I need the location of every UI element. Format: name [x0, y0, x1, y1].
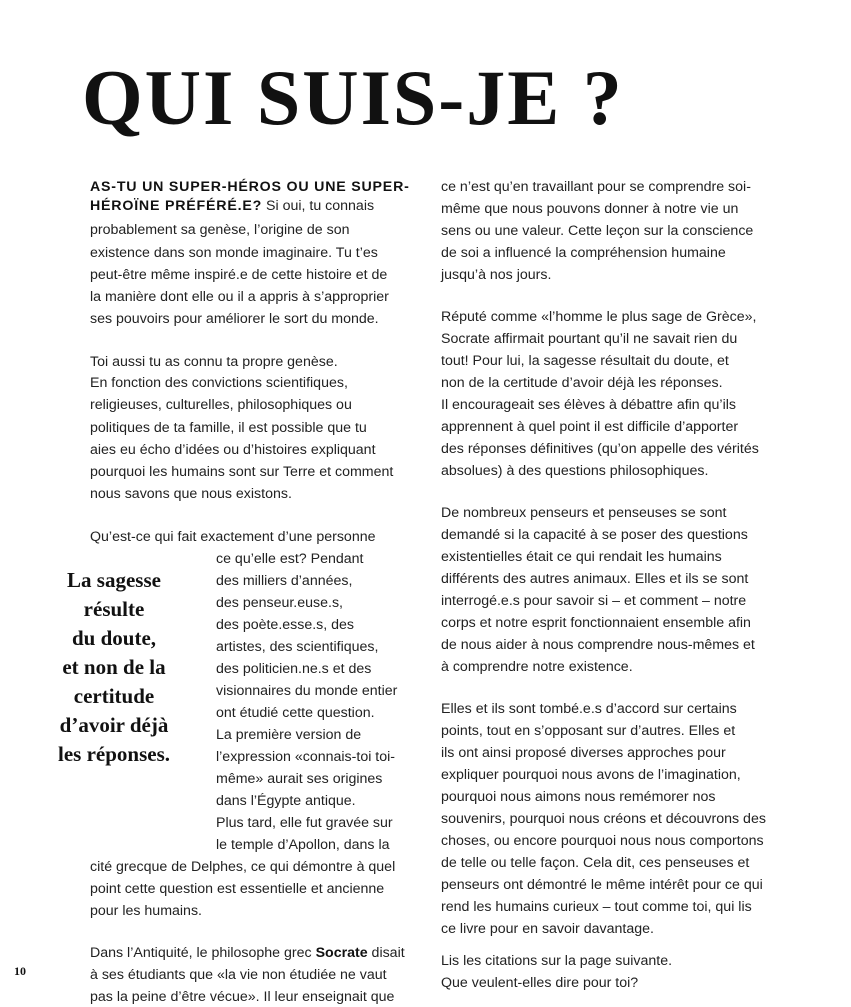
lead-heading-line-1: AS-TU UN SUPER-HÉROS OU UNE SUPER-	[90, 179, 410, 195]
text-line: différents des autres animaux. Elles et ils se sont	[441, 571, 749, 587]
text-line: pourquoi nous aimons nous remémorer nos	[441, 789, 716, 805]
pull-quote-line: La sagesse	[67, 568, 161, 592]
text-line: religieuses, culturelles, philosophiques ou	[90, 397, 352, 413]
lead-heading-line-2: HÉROÏNE PRÉFÉRÉ.E?	[90, 198, 263, 214]
wrap-text-line: même» aurait ses origines	[216, 771, 383, 787]
wrap-text-line: ce qu’elle est? Pendant	[216, 551, 364, 567]
socrate-line-end: disait	[367, 945, 405, 961]
text-line: corps et notre esprit fonctionnaient ensemble afin	[441, 615, 751, 631]
pull-quote-line: certitude	[73, 684, 155, 708]
text-line: penseurs ont démontré le même intérêt pour ce qui	[441, 877, 763, 893]
wrap-text-line: ont étudié cette question.	[216, 705, 375, 721]
text-line: de soi a influencé la compréhension humaine	[441, 245, 726, 261]
wrap-text-line: visionnaires du monde entier	[216, 683, 398, 699]
text-line: demandé si la capacité à se poser des questions	[441, 527, 748, 543]
text-line: pourquoi les humains sont sur Terre et comment	[90, 464, 394, 480]
wrap-text-line: Plus tard, elle fut gravée sur	[216, 815, 393, 831]
text-line: choses, ou encore pourquoi nous nous comportons	[441, 833, 764, 849]
socrate-line-start: Dans l’Antiquité, le philosophe grec	[90, 945, 316, 961]
text-line: Qu’est-ce qui fait exactement d’une personne	[90, 529, 376, 545]
text-line: nous savons que nous existons.	[90, 486, 292, 502]
pull-quote-line: d’avoir déjà	[59, 713, 169, 737]
wrap-text-line: dans l’Égypte antique.	[216, 793, 356, 809]
text-line: Elles et ils sont tombé.e.s d’accord sur certains	[441, 701, 737, 717]
text-line: même que nous pouvons donner à notre vie un	[441, 201, 739, 217]
pull-quote-line: les réponses.	[58, 742, 170, 766]
wrap-text-line: le temple d’Apollon, dans la	[216, 837, 390, 853]
text-line: existence dans son monde imaginaire. Tu t’es	[90, 245, 378, 261]
text-line: ses pouvoirs pour améliorer le sort du monde.	[90, 311, 379, 327]
text-line: la manière dont elle ou il a appris à s’approprier	[90, 289, 389, 305]
text-line: pour les humains.	[90, 903, 202, 919]
text-line: Il encourageait ses élèves à débattre afin qu’ils	[441, 397, 736, 413]
wrap-text-line: des poète.esse.s, des	[216, 617, 355, 633]
text-line: politiques de ta famille, il est possible que tu	[90, 420, 367, 436]
text-line: absolues) à des questions philosophiques.	[441, 463, 709, 479]
socrate-name: Socrate	[315, 945, 368, 961]
text-line: Réputé comme «l’homme le plus sage de Grèce»,	[441, 309, 757, 325]
socrate-line	[90, 943, 405, 963]
text-line: point cette question est essentielle et ancienne	[90, 881, 385, 897]
text-line: à comprendre notre existence.	[441, 659, 633, 675]
pull-quote-line: résulte	[83, 597, 145, 621]
text-line: De nombreux penseurs et penseuses se sont	[441, 505, 727, 521]
pull-quote-line: du doute,	[71, 626, 157, 650]
page-number: 10	[14, 964, 26, 978]
text-line: tout! Pour lui, la sagesse résultait du doute, et	[441, 353, 729, 369]
text-line: En fonction des convictions scientifiques,	[90, 375, 348, 391]
intro-line-rest: Si oui, tu connais	[262, 198, 375, 214]
wrap-text-line: des milliers d’années,	[216, 573, 353, 589]
text-line: rend les humains curieux – tout comme toi, qui lis	[441, 899, 752, 915]
text-line: probablement sa genèse, l’origine de son	[90, 222, 350, 238]
text-line: non de la certitude d’avoir déjà les réponses.	[441, 375, 723, 391]
text-line: ils ont ainsi proposé diverses approches pour	[441, 745, 726, 761]
wrap-text-line: des politicien.ne.s et des	[216, 661, 372, 677]
text-line: des réponses définitives (qu’on appelle des vérités	[441, 441, 759, 457]
pull-quote-line: et non de la	[62, 655, 166, 679]
text-line: Toi aussi tu as connu ta propre genèse.	[90, 354, 338, 370]
pull-quote	[34, 566, 194, 769]
text-line: Lis les citations sur la page suivante.	[441, 953, 673, 969]
text-line: cité grecque de Delphes, ce qui démontre à quel	[90, 859, 396, 875]
intro-line	[90, 196, 374, 216]
text-line: expliquer pourquoi nous avons de l’imagination,	[441, 767, 741, 783]
text-line: Que veulent-elles dire pour toi?	[441, 975, 639, 991]
page-title: QUI SUIS-JE ?	[82, 54, 624, 141]
text-line: ce livre pour en savoir davantage.	[441, 921, 654, 937]
text-line: aies eu écho d’idées ou d’histoires expliquant	[90, 442, 376, 458]
wrap-text-line: l’expression «connais-toi toi-	[216, 749, 396, 765]
text-line: souvenirs, pourquoi nous créons et découvrons des	[441, 811, 766, 827]
text-line: Socrate affirmait pourtant qu’il ne savait rien du	[441, 331, 738, 347]
text-line: à ses étudiants que «la vie non étudiée ne vaut	[90, 967, 387, 983]
text-line: ce n’est qu’en travaillant pour se comprendre soi-	[441, 179, 751, 195]
text-line: apprennent à quel point il est difficile d’apporter	[441, 419, 739, 435]
wrap-text-line: artistes, des scientifiques,	[216, 639, 379, 655]
text-line: jusqu’à nos jours.	[441, 267, 552, 283]
text-line: de telle ou telle façon. Cela dit, ces penseuses et	[441, 855, 750, 871]
wrap-text-line: La première version de	[216, 727, 362, 743]
text-line: existentielles était ce qui rendait les humains	[441, 549, 722, 565]
text-line: pas la peine d’être vécue». Il leur enseignait que	[90, 989, 395, 1005]
text-line: de nous aider à nous comprendre nous-mêmes et	[441, 637, 755, 653]
wrap-text-line: des penseur.euse.s,	[216, 595, 343, 611]
text-line: sens ou une valeur. Cette leçon sur la conscience	[441, 223, 754, 239]
text-line: points, tout en s’opposant sur d’autres. Elles et	[441, 723, 736, 739]
text-line: interrogé.e.s pour savoir si – et comment – notre	[441, 593, 747, 609]
text-line: peut-être même inspiré.e de cette histoire et de	[90, 267, 388, 283]
